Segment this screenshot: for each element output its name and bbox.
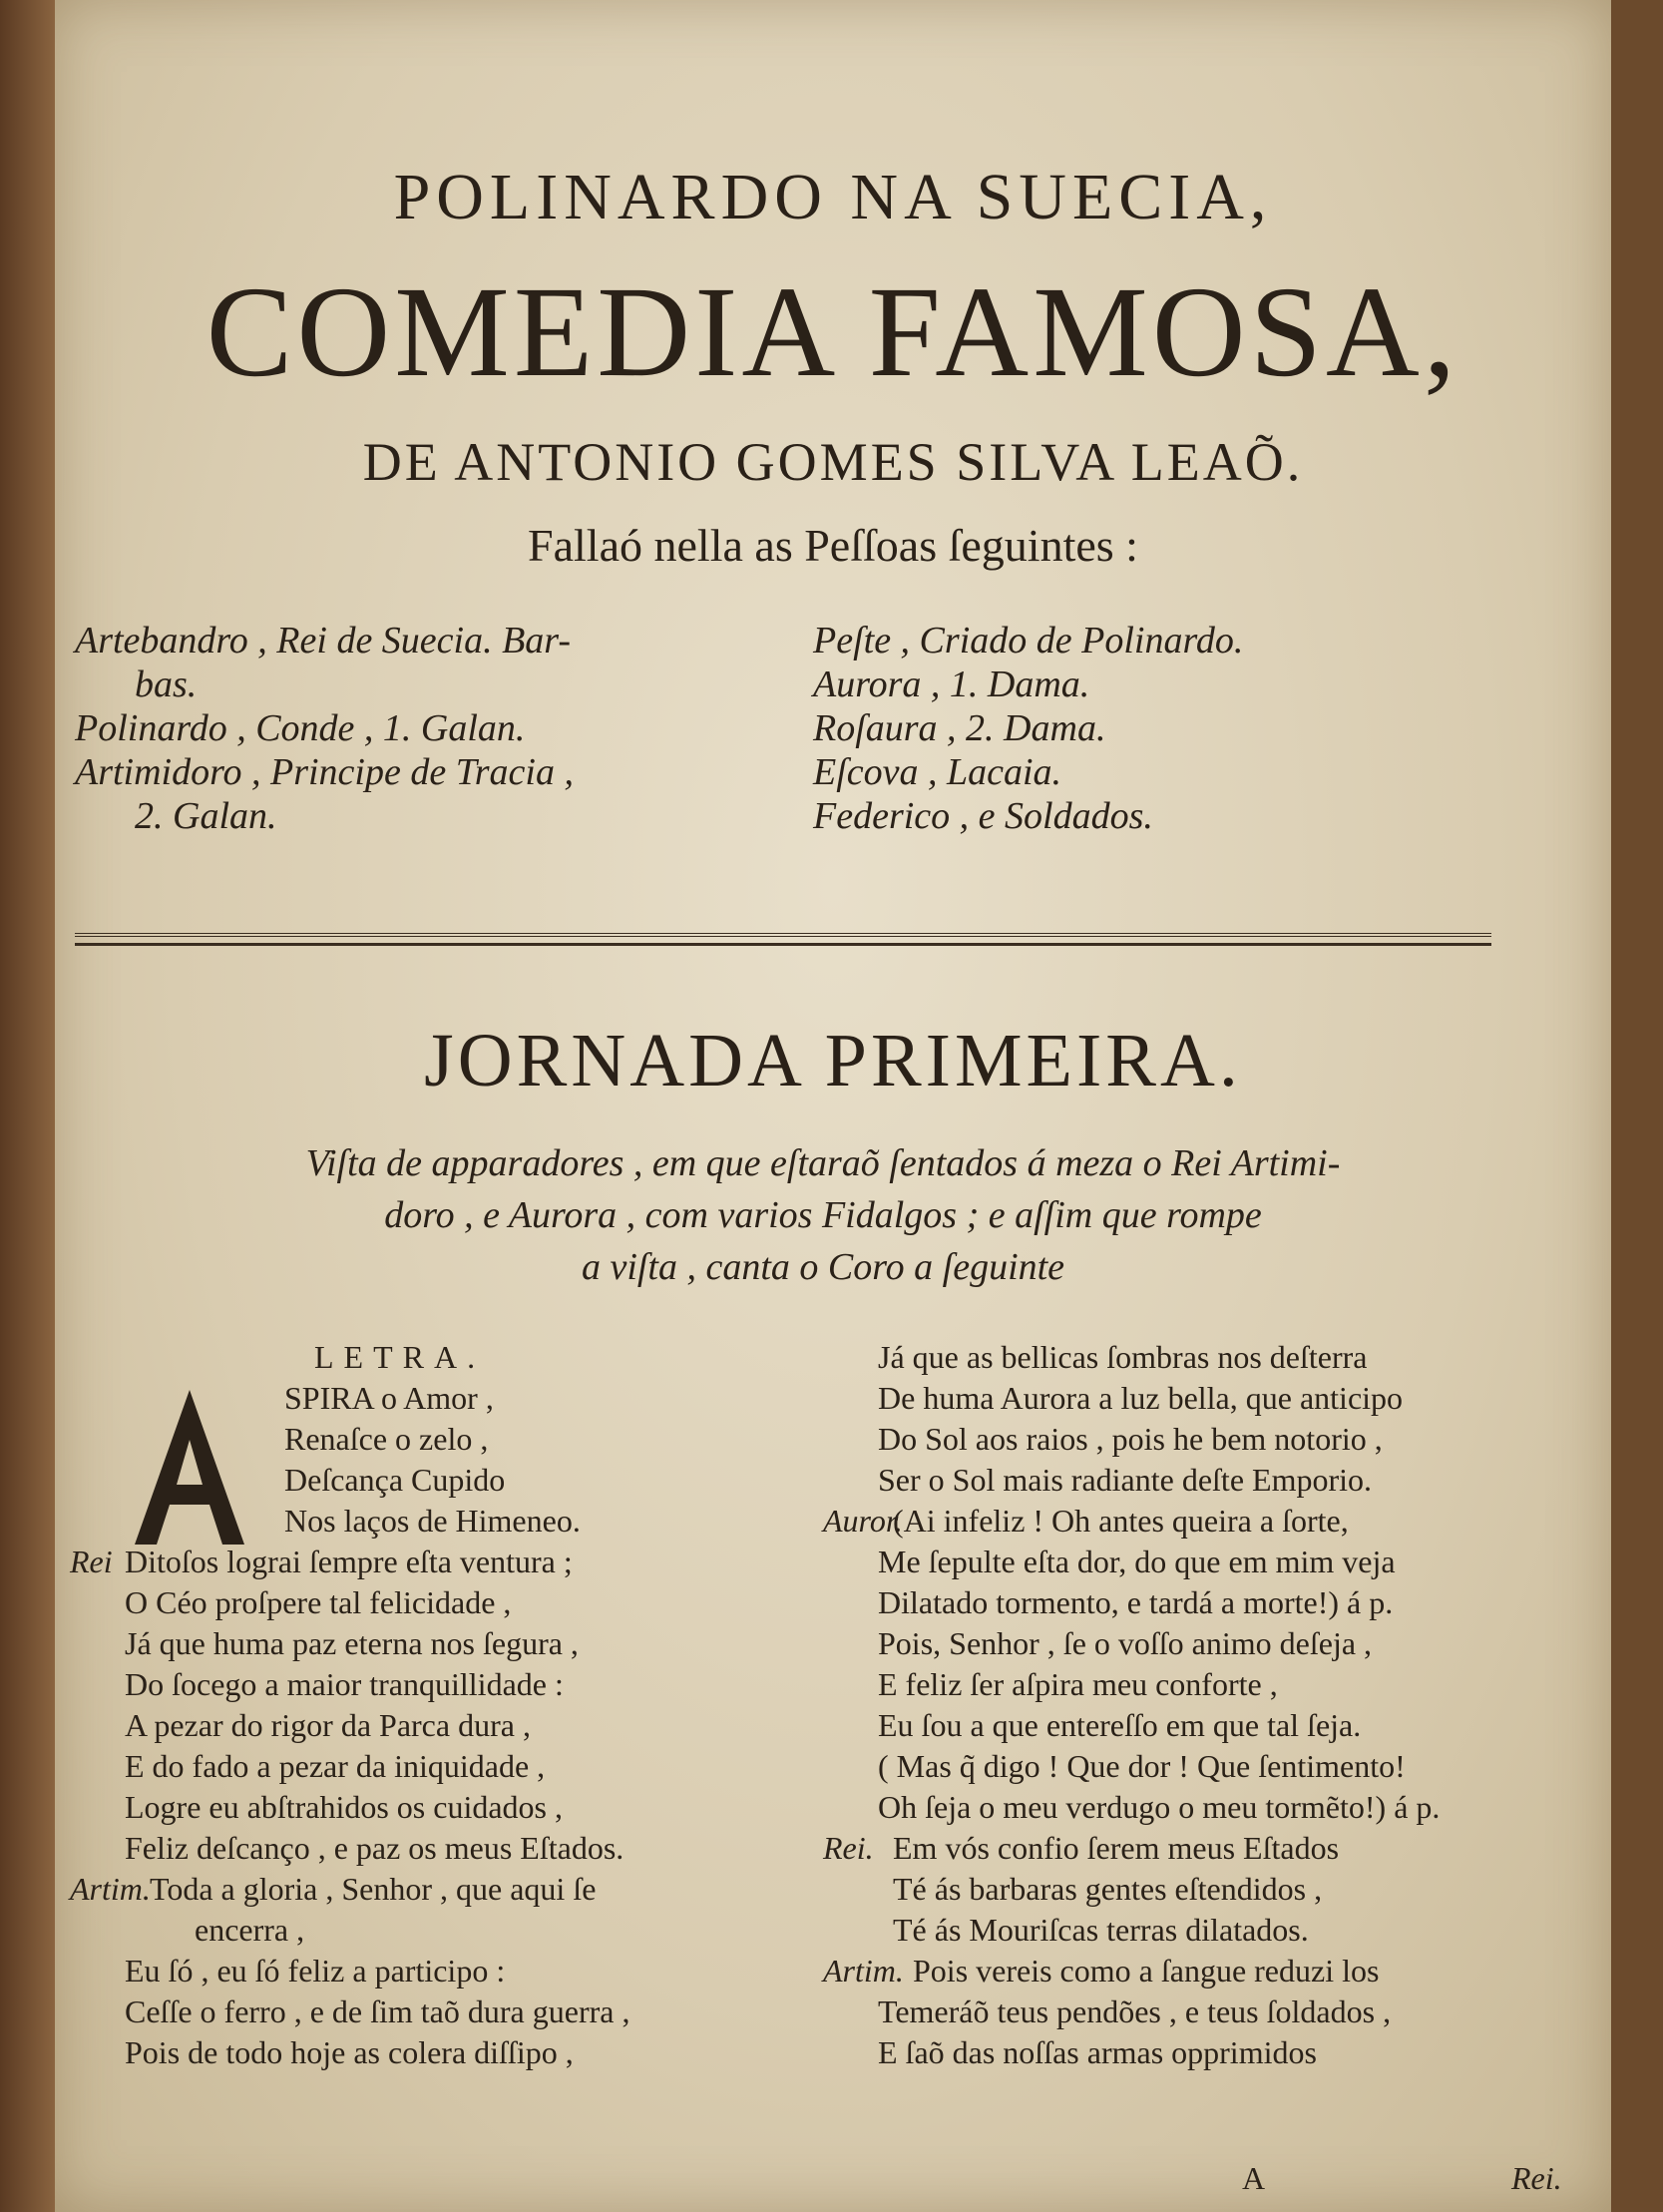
right-text-column (823, 1337, 1601, 2073)
speakers-heading: Fallaó nella as Peſſoas ſeguintes : (528, 520, 1138, 571)
song-line: SPIRA o Amor , (284, 1380, 494, 1416)
verse-line: De huma Aurora a luz bella, que anticipo (878, 1380, 1404, 1416)
verse-line (70, 1869, 828, 1910)
verse-text: Ditoſos lograi ſempre eſta ventura ; (125, 1544, 573, 1579)
cast-entry: Artebandro , Rei de Suecia. Bar- (75, 620, 571, 662)
verse-line: O Céo proſpere tal felicidade , (125, 1584, 512, 1620)
verse-line: Pois de todo hoje as colera diſſipo , (125, 2034, 574, 2070)
song-line: Deſcança Cupido (284, 1462, 506, 1498)
verse-line: A pezar do rigor da Parca dura , (125, 1707, 531, 1743)
verse-text: (Ai infeliz ! Oh antes queira a ſorte, (893, 1503, 1349, 1539)
cast-entry: Eſcova , Lacaia. (813, 751, 1062, 793)
left-text-column (70, 1337, 828, 2073)
verse-line: Feliz deſcanço , e paz os meus Eſtados. (125, 1830, 624, 1866)
author-line: DE ANTONIO GOMES SILVA LEAÕ. (362, 432, 1304, 492)
verse-line: Oh ſeja o meu verdugo o meu tormẽto!) á p. (878, 1789, 1441, 1825)
cast-entry: 2. Galan. (135, 795, 277, 837)
dropcap-letter-shape (135, 1390, 244, 1545)
cast-entry: Roſaura , 2. Dama. (813, 707, 1106, 749)
cast-entry: Aurora , 1. Dama. (813, 664, 1090, 705)
verse-line: Temeráõ teus pendões , e teus ſoldados , (878, 1993, 1392, 2029)
stage-direction (95, 1137, 1551, 1293)
verse-line: encerra , (195, 1912, 305, 1948)
verse-line: Ceſſe o ferro , e de ſim taõ dura guerra , (125, 1993, 630, 2029)
verse-line: Ser o Sol mais radiante deſte Emporio. (878, 1462, 1372, 1498)
verse-line: Já que as bellicas ſombras nos deſterra (878, 1339, 1368, 1375)
verse-line: Té ás Mouriſcas terras dilatados. (893, 1912, 1309, 1948)
stage-direction-line: a viſta , canta o Coro a ſeguinte (581, 1246, 1065, 1288)
stage-direction-line: Viſta de apparadores , em que eſtaraõ ſentados á meza o Rei Artimi- (305, 1142, 1341, 1184)
verse-line: Eu ſó , eu ſó feliz a participo : (125, 1953, 506, 1989)
verse-line: Já que huma paz eterna nos ſegura , (125, 1625, 579, 1661)
cast-entry: Artimidoro , Principe de Tracia , (75, 751, 574, 793)
verse-text: Toda a gloria , Senhor , que aqui ſe (150, 1871, 597, 1907)
cast-entry: Polinardo , Conde , 1. Galan. (75, 707, 526, 749)
verse-line: Do ſocego a maior tranquillidade : (125, 1666, 564, 1702)
song-line: Renaſce o zelo , (284, 1421, 489, 1457)
stage-direction-line: doro , e Aurora , com varios Fidalgos ; e aſſim que rompe (384, 1194, 1262, 1236)
catchword: Rei. (1511, 2160, 1562, 2196)
verse-text: Em vós confio ſerem meus Eſtados (893, 1830, 1340, 1866)
verse-line: Té ás barbaras gentes eſtendidos , (893, 1871, 1323, 1907)
verse-line: ( Mas q̃ digo ! Que dor ! Que ſentimento! (878, 1748, 1406, 1784)
speaker-name: Rei. (823, 1830, 874, 1866)
cast-entry: Federico , e Soldados. (813, 795, 1153, 837)
verse-line: Logre eu abſtrahidos os cuidados , (125, 1789, 563, 1825)
speaker-name: Artim. (823, 1953, 904, 1989)
verse-line: E feliz ſer aſpira meu conforte , (878, 1666, 1278, 1702)
speaker-name: Auror. (823, 1503, 903, 1539)
cast-list-left (75, 619, 813, 838)
verse-line: E ſaõ das noſſas armas opprimidos (878, 2034, 1317, 2070)
play-title: POLINARDO NA SUECIA, (393, 161, 1273, 233)
verse-line: Dilatado tormento, e tardá a morte!) á p. (878, 1584, 1394, 1620)
verse-line (823, 1951, 1601, 1991)
verse-line: Pois, Senhor , ſe o voſſo animo deſeja , (878, 1625, 1373, 1661)
song-line: Nos laços de Himeneo. (284, 1503, 581, 1539)
speaker-name: Rei (70, 1544, 113, 1579)
verse-line: E do fado a pezar da iniquidade , (125, 1748, 546, 1784)
verse-line (823, 1501, 1601, 1542)
verse-line: Do Sol aos raios , pois he bem notorio , (878, 1421, 1383, 1457)
verse-line: Me ſepulte eſta dor, do que em mim veja (878, 1544, 1396, 1579)
dropcap-initial (125, 1385, 254, 1554)
page-edge (0, 0, 55, 2212)
cast-entry: bas. (135, 664, 198, 705)
speaker-name: Artim. (70, 1871, 151, 1907)
verse-text: Pois vereis como a ſangue reduzi los (913, 1953, 1380, 1989)
play-subtitle: COMEDIA FAMOSA, (206, 260, 1460, 404)
ornamental-rule (75, 933, 1491, 946)
act-title: JORNADA PRIMEIRA. (424, 1019, 1242, 1103)
verse-line (823, 1828, 1601, 1869)
cast-list-right (813, 619, 1591, 838)
letra-heading: LETRA. (314, 1339, 486, 1375)
signature-mark: A (1242, 2160, 1266, 2196)
cast-entry: Peſte , Criado de Polinardo. (813, 620, 1244, 662)
verse-line: Eu ſou a que entereſſo em que tal ſeja. (878, 1707, 1362, 1743)
document-page (55, 0, 1611, 2212)
